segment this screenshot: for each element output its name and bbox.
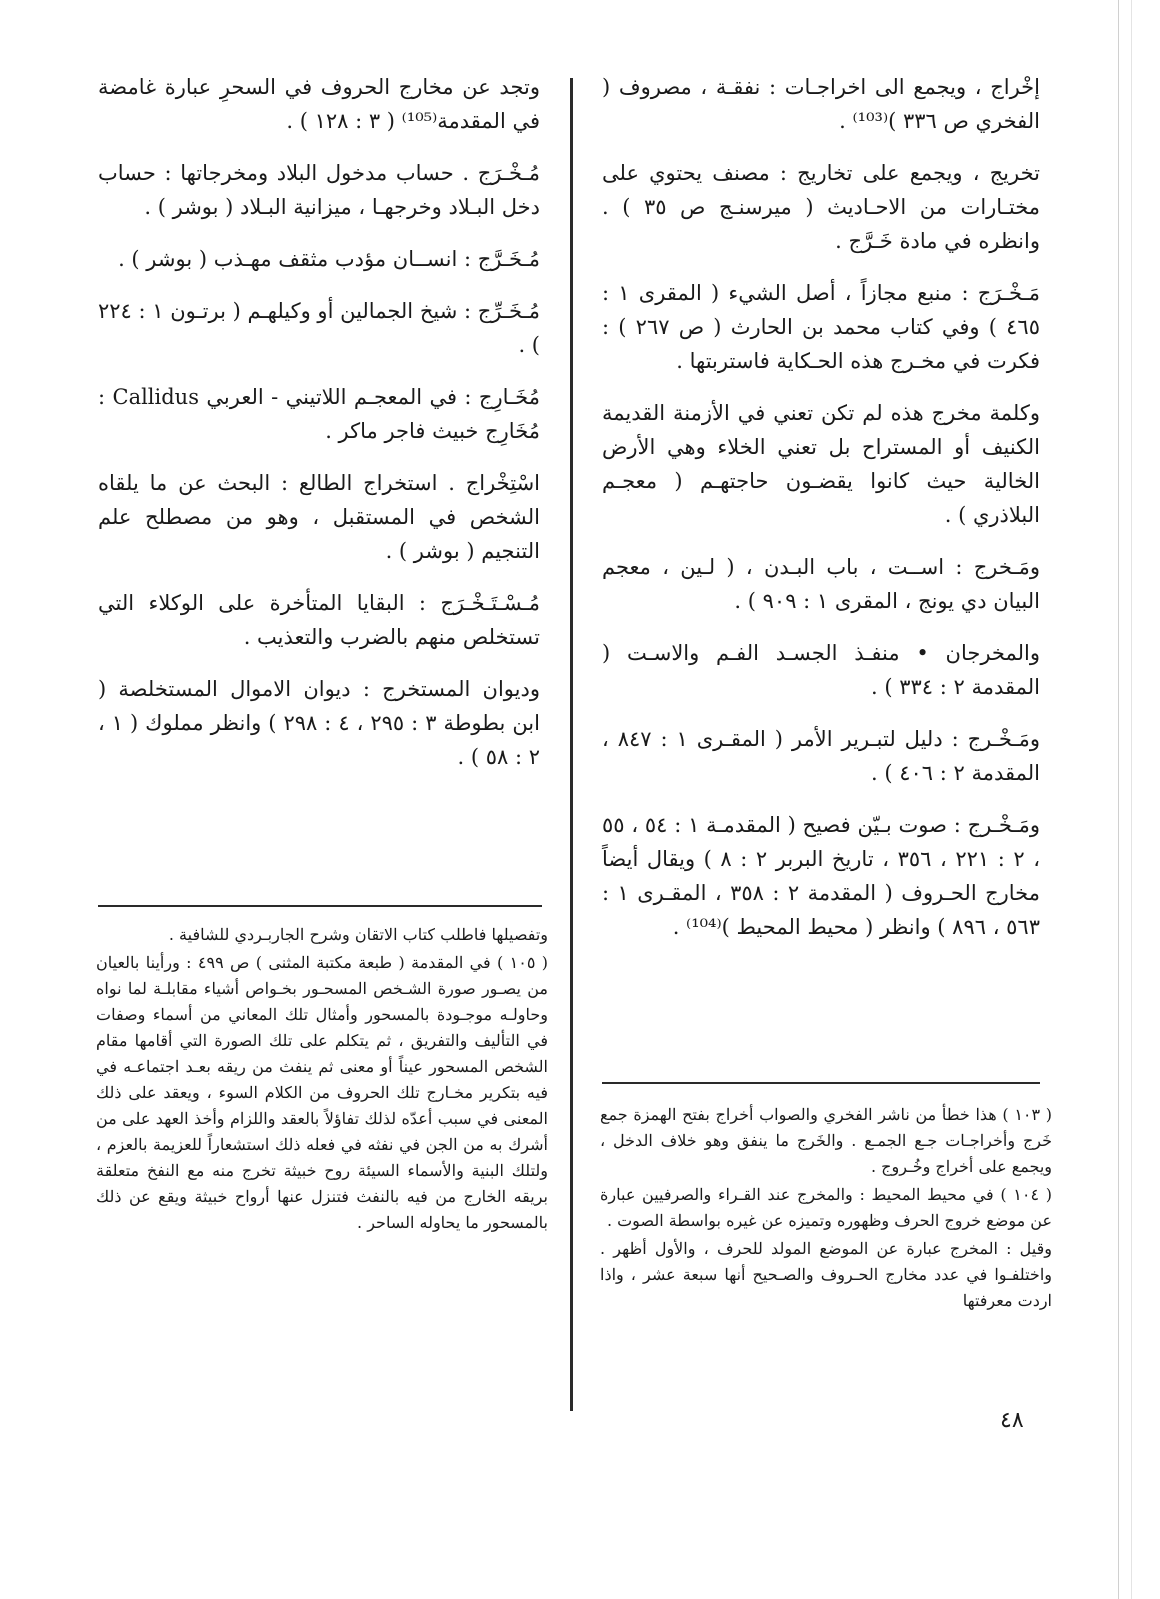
entry-makhraj-source: مَـخْـرَج : منبع مجازاً ، أصل الشيء ( المقرى ١ : ٤٦٥ ) وفي كتاب محمد بن الحارث ( ص ٢٦٧ ) : فكرت في مخـرج هذه الحـكاية فاستربتها . xyxy=(602,281,1040,373)
footnote-103: ( ١٠٣ ) هذا خطأ من ناشر الفخري والصواب أخراج بفتح الهمزة جمع خَرج وأخراجـات جـع الجمـع . والخَرج ما ينفق وهو خلاف الدخل ، ويجمع على أخراج وخُـروج . xyxy=(600,1105,1053,1176)
entry-makhraj-voice: ومَـخْـرج : صوت بـيّن فصيح ( المقدمـة ١ : ٥٤ ، ٥٥ ، ٢ : ٢٢١ ، ٣٥٦ ، تاريخ البربر ٢ : ٨ ) ويقال أيضاً مخارج الحـروف ( المقدمة ٢ : ٣٥٨ ، المقـرى ١ : ٥٦٣ ، ٨٩٦ ) وانظر ( محيط المحيط )⁽¹⁰⁴⁾ . xyxy=(602,813,1040,939)
scan-edge-line xyxy=(1118,0,1119,1599)
entry-makhraj-pretext: ومَـخْـرج : دليل لتبـرير الأمر ( المقـرى ١ : ٨٤٧ ، المقدمة ٢ : ٤٠٦ ) . xyxy=(602,727,1040,785)
footnote-104-end: وتفصيلها فاطلب كتاب الاتقان وشرح الجاربـردي للشافية . xyxy=(168,925,548,944)
entry-makhraj-anus: ومَـخرج : اســت ، باب البـدن ، ( لـين ، معجم البيان دي يونج ، المقرى ١ : ٩٠٩ ) . xyxy=(602,555,1040,613)
entry-makharij-sihr: وتجد عن مخارج الحروف في السحرِ عبارة غامضة في المقدمة⁽¹⁰⁵⁾ ( ٣ : ١٢٨ ) . xyxy=(98,75,540,133)
left-column xyxy=(98,70,540,792)
entry-mukharij: مُخَـارِج : في المعجـم اللاتيني - العربي Callidus : مُخَارِج خبيث فاجر ماكر . xyxy=(98,385,540,443)
column-divider xyxy=(570,78,573,1411)
entry-ikhraj: إخْراج ، ويجمع الى اخراجـات : نفقـة ، مصروف ( الفخري ص ٣٣٦ )⁽¹⁰³⁾ . xyxy=(602,75,1040,133)
footnote-rule-left xyxy=(98,905,542,907)
entry-mukharraj: مُـخَـرَّج : انســان مؤدب مثقف مهـذب ( بوشر ) . xyxy=(118,247,540,271)
entry-makhraj-note: وكلمة مخرج هذه لم تكن تعني في الأزمنة القديمة الكنيف أو المستراح بل تعني الخلاء وهي الأرض الخالية حيث كانوا يقضـون حاجتهـم ( معجـم البلاذري ) . xyxy=(602,401,1040,527)
entry-istikhraj: اسْتِخْراج . استخراج الطالع : البحث عن ما يلقاه الشخص في المستقبل ، وهو من مصطلح علم التنجيم ( بوشر ) . xyxy=(98,471,540,563)
footnote-104: ( ١٠٤ ) في محيط المحيط : والمخرج عند القـراء والصرفيين عبارة عن موضع خروج الحرف وظهوره وتميزه عن غيره بواسطة الصوت . xyxy=(600,1185,1052,1230)
footnotes-left xyxy=(96,922,548,1238)
footnote-104-continued: وقيل : المخرج عبارة عن الموضع المولد للحرف ، والأول أظهر . واختلفـوا في عدد مخارج الحـروف والصـحيح أنها سبعة عشر ، واذا اردت معرفتها xyxy=(600,1239,1052,1310)
entry-makhrajan: والمخرجان • منفـذ الجسـد الفـم والاسـت ( المقدمة ٢ : ٣٣٤ ) . xyxy=(602,641,1040,699)
footnote-rule-right xyxy=(602,1082,1040,1084)
entry-mustakhraj: مُـسْـتَـخْـرَج : البقايا المتأخرة على الوكلاء التي تستخلص منهم بالضرب والتعذيب . xyxy=(98,591,540,649)
footnotes-right xyxy=(600,1102,1052,1316)
entry-diwan-mustakhraj: وديوان المستخرج : ديوان الاموال المستخلصة ( ابن بطوطة ٣ : ٢٩٥ ، ٤ : ٢٩٨ ) وانظر مملوك ( ١ ، ٢ : ٥٨ ) . xyxy=(98,677,540,769)
entry-mukhraj: مُـخْـرَج . حساب مدخول البلاد ومخرجاتها : حساب دخل البـلاد وخرجهـا ، ميزانية البـلاد ( بوشر ) . xyxy=(98,161,540,219)
footnote-105: ( ١٠٥ ) في المقدمة ( طبعة مكتبة المثنى ) ص ٤٩٩ : ورأينا بالعيان من يصـور صورة الشـخص المسحـور بخـواص أشياء مقابلـة لما نواه وحاولـه موجـودة بالمسحور وأمثال تلك المعاني من أسماء وصفات في التأليف والتفريق ، ثم يتكلم على تلك الصورة التي أقامها مقام الشخص المسحور عيناً أو معنى ثم ينفث من ريقه بعـد اجتماعـه في فيه بتكرير مخـارج تلك الحروف من الكلام السوء ، ويعقد على ذلك المعنى في سبب أعدّه لذلك تفاؤلاً بالعقد واللزام وأخذ العهد على من أشرك به من الجن في نفثه في فعله ذلك استشعاراً للعزيمة بالعزم ، ولتلك البنية والأسماء السيئة روح خبيثة تخرج منه مع النفخ متعلقة بريقه الخارج من فيه بالنفث فتنزل عنها أرواح خبيثة ويقع عن ذلك بالمسحور ما يحاوله الساحر . xyxy=(96,953,549,1232)
page-number: ٤٨ xyxy=(1000,1408,1024,1433)
entry-mukharrij: مُـخَـرِّج : شيخ الجمالين أو وكيلهـم ( برتـون ١ : ٢٢٤ ) . xyxy=(98,299,540,357)
entry-takhrij: تخريج ، ويجمع على تخاريج : مصنف يحتوي على مختـارات من الاحـاديث ( ميرسنـج ص ٣٥ ) . وانظره في مادة خَـرَّج . xyxy=(602,161,1040,253)
right-column xyxy=(602,70,1040,962)
scan-edge-line xyxy=(1131,0,1132,1599)
